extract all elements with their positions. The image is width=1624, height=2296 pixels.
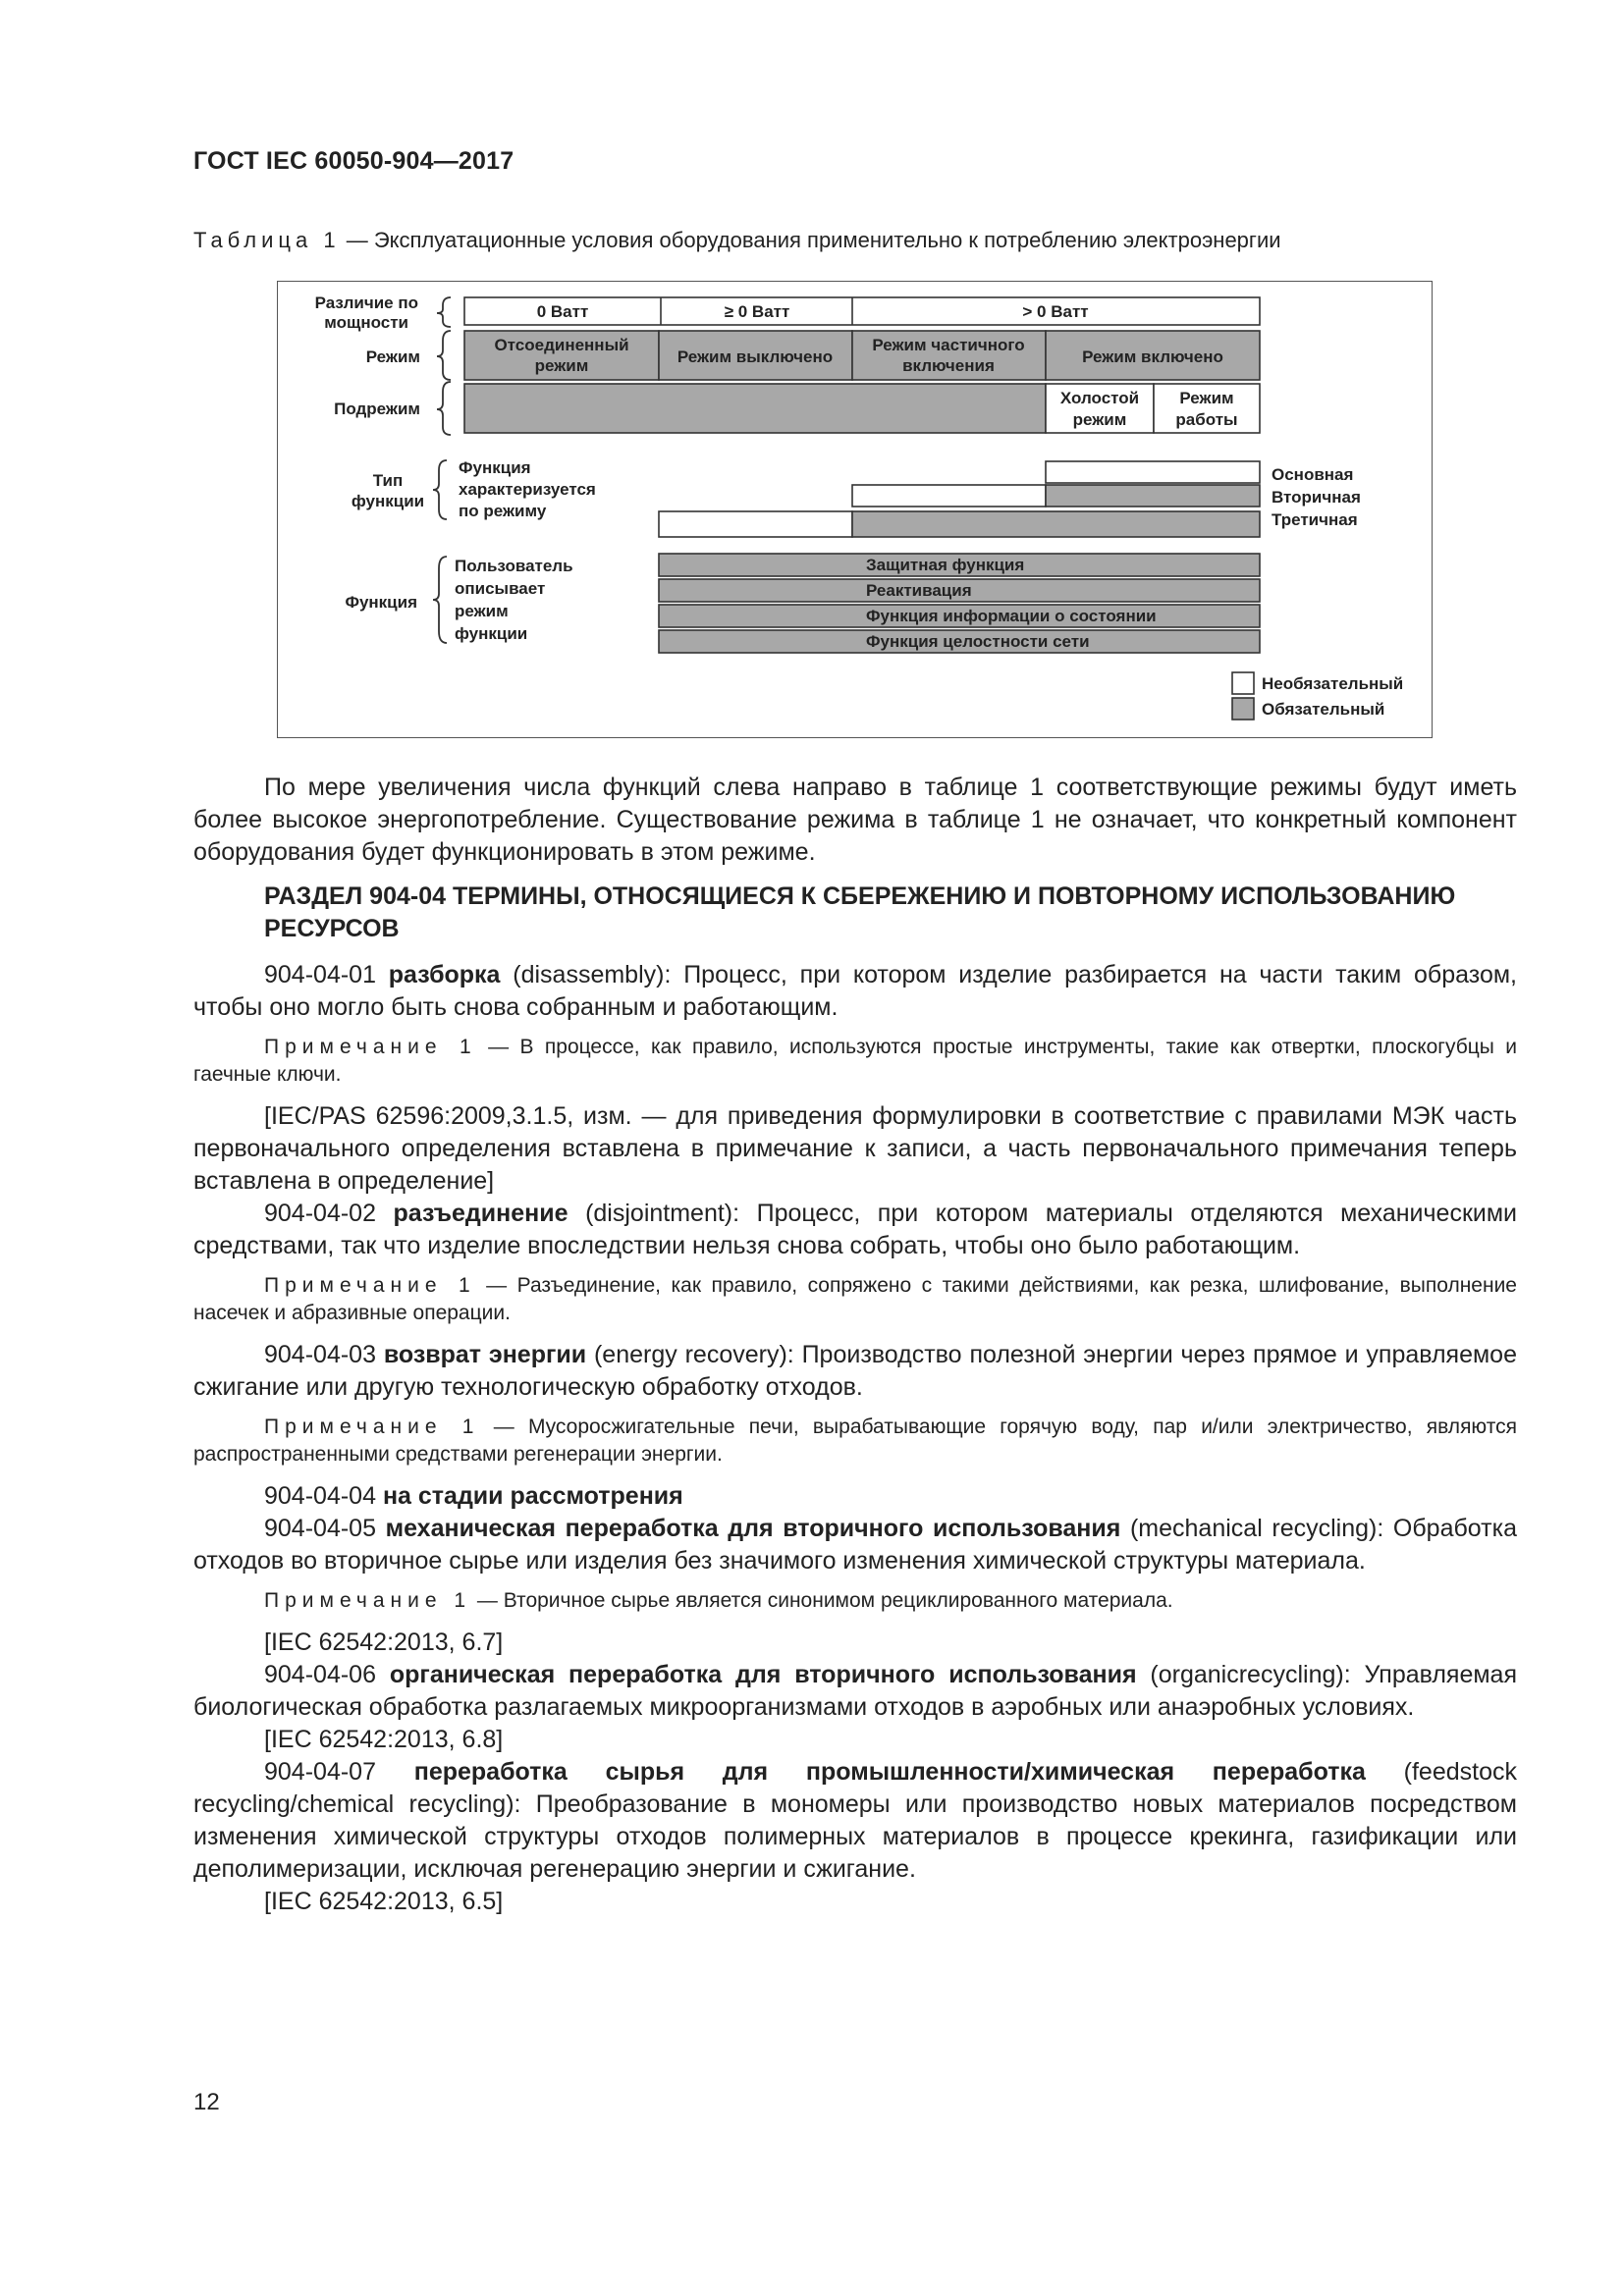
submode-idle-label-1: Холостой — [1059, 389, 1140, 407]
term-number: 904-04-05 — [264, 1515, 386, 1542]
note-label: Примечание 1 — [264, 1589, 472, 1612]
mode-brace — [437, 331, 451, 380]
power-zero-label: 0 Ватт — [536, 302, 589, 321]
func-desc-line-3: режим — [455, 602, 509, 620]
row-label-submode: Подрежим — [334, 400, 420, 418]
type-tertiary-cell-b — [852, 511, 1260, 537]
legend-optional-label: Необязательный — [1262, 674, 1404, 693]
term-name: органическая переработка для вторичного использования — [389, 1661, 1137, 1688]
term-904-04-05 — [193, 1513, 1517, 1577]
type-secondary-cell-a — [852, 485, 1046, 507]
note-label: Примечание 1 — [264, 1036, 477, 1058]
note-label: Примечание 1 — [264, 1274, 476, 1297]
term-definition: (feedstock recycling/chemical recycling): Преобразование в мономеры или производство новых материалов посредством изменения химической структуры отходов полимерных материалов в процессе крекинга, газификации или деполимеризации, исключая регенерацию энергии и сжигание. — [193, 1758, 1517, 1883]
type-tertiary-cell-a — [659, 511, 852, 537]
document-header: ГОСТ IEC 60050-904—2017 — [193, 147, 514, 175]
type-level-secondary: Вторичная — [1272, 488, 1361, 507]
row-label-function: Функция — [345, 593, 417, 612]
term-definition: (energy recovery): Производство полезной энергии через прямое и управляемое сжигание или другую технологическую обработку отходов. — [193, 1341, 1517, 1401]
note-904-04-05 — [193, 1587, 1517, 1615]
legend-mandatory-label: Обязательный — [1262, 700, 1385, 719]
type-primary-cell — [1046, 461, 1260, 483]
note-text: — В процессе, как правило, используются простые инструменты, такие как отвертки, плоскогубцы и гаечные ключи. — [193, 1036, 1517, 1086]
type-secondary-cell-b — [1046, 485, 1260, 507]
type-desc-line-3: по режиму — [459, 502, 547, 520]
note-text: — Мусоросжигательные печи, вырабатывающие горячую воду, пар и/или электричество, являются распространенными средствами регенерации энергии. — [193, 1415, 1517, 1466]
mode-on-label: Режим включено — [1082, 347, 1223, 366]
page-number: 12 — [193, 2089, 220, 2115]
note-text: — Разъединение, как правило, сопряжено с такими действиями, как резка, шлифование, выполнение насечек и абразивные операции. — [193, 1274, 1517, 1324]
legend-mandatory-swatch — [1232, 698, 1254, 720]
section-heading: РАЗДЕЛ 904-04 ТЕРМИНЫ, ОТНОСЯЩИЕСЯ К СБЕРЕЖЕНИЮ И ПОВТОРНОМУ ИСПОЛЬЗОВАНИЮ РЕСУРСОВ — [264, 882, 1456, 942]
submode-work-label-1: Режим — [1179, 389, 1234, 407]
submode-bar — [464, 384, 1046, 433]
modes-diagram — [278, 282, 1432, 737]
func-desc-line-4: функции — [455, 624, 528, 643]
mode-disconnected-label-1: Отсоединенный — [494, 336, 629, 354]
row-label-power-1: Различие по — [314, 294, 418, 312]
term-904-04-04 — [193, 1480, 1517, 1513]
term-name: разъединение — [393, 1200, 568, 1227]
term-904-04-07 — [193, 1756, 1517, 1886]
term-name: возврат энергии — [383, 1341, 587, 1368]
source-904-04-06: [IEC 62542:2013, 6.8] — [264, 1726, 504, 1753]
row-label-mode: Режим — [365, 347, 420, 366]
table-caption-label: Таблица 1 — [193, 228, 341, 252]
submode-brace — [437, 382, 451, 435]
term-definition: (disassembly): Процесс, при котором изделие разбирается на части таким образом, чтобы оно могло быть снова собранным и работающим. — [193, 961, 1517, 1021]
row-label-type-1: Тип — [372, 471, 404, 490]
table-caption-text: — Эксплуатационные условия оборудования применительно к потреблению электроэнергии — [340, 228, 1281, 252]
table-caption — [193, 228, 1281, 253]
function-protective-label: Защитная функция — [866, 556, 1025, 574]
type-level-tertiary: Третичная — [1272, 510, 1358, 529]
term-904-04-02 — [193, 1198, 1517, 1262]
term-number: 904-04-03 — [264, 1341, 384, 1368]
func-desc-line-1: Пользователь — [455, 557, 573, 575]
term-definition: (disjointment): Процесс, при котором материалы отделяются механическими средствами, так что изделие впоследствии нельзя снова собрать, чтобы оно было работающим. — [193, 1200, 1517, 1259]
type-level-primary: Основная — [1272, 465, 1354, 484]
note-904-04-02 — [193, 1272, 1517, 1327]
term-number: 904-04-07 — [264, 1758, 414, 1786]
term-number: 904-04-04 — [264, 1482, 383, 1510]
power-gt-zero-label: > 0 Ватт — [1022, 302, 1089, 321]
operating-modes-figure — [277, 281, 1433, 738]
mode-disconnected-label-2: режим — [534, 356, 589, 375]
func-desc-line-2: описывает — [455, 579, 546, 598]
document-body — [193, 772, 1517, 1918]
term-name: механическая переработка для вторичного использования — [385, 1515, 1121, 1542]
function-brace — [433, 557, 447, 643]
note-text: — Вторичное сырье является синонимом рециклированного материала. — [471, 1589, 1173, 1612]
term-definition: (mechanical recycling): Обработка отходов во вторичное сырье или изделия без значимого изменения химической структуры материала. — [193, 1515, 1517, 1575]
term-name: переработка сырья для промышленности/химическая переработка — [413, 1758, 1366, 1786]
function-grid-integrity-label: Функция целостности сети — [866, 632, 1090, 651]
row-label-type-2: функции — [351, 492, 425, 510]
type-desc-line-2: характеризуется — [459, 480, 596, 499]
term-number: 904-04-02 — [264, 1200, 394, 1227]
note-904-04-01 — [193, 1034, 1517, 1089]
source-904-04-05: [IEC 62542:2013, 6.7] — [264, 1629, 504, 1656]
function-status-info-label: Функция информации о состоянии — [866, 607, 1157, 625]
term-name: разборка — [388, 961, 501, 988]
mode-partial-label-1: Режим частичного — [872, 336, 1025, 354]
term-904-04-01 — [193, 959, 1517, 1024]
source-904-04-07: [IEC 62542:2013, 6.5] — [264, 1888, 504, 1915]
row-label-power-2: мощности — [324, 313, 408, 332]
power-ge-zero-label: ≥ 0 Ватт — [724, 302, 790, 321]
power-brace — [437, 297, 451, 327]
function-reactivation-label: Реактивация — [866, 581, 972, 600]
mode-off-label: Режим выключено — [677, 347, 834, 366]
submode-idle-label-2: режим — [1072, 410, 1127, 429]
term-number: 904-04-01 — [264, 961, 389, 988]
term-number: 904-04-06 — [264, 1661, 390, 1688]
term-904-04-03 — [193, 1339, 1517, 1404]
type-desc-line-1: Функция — [459, 458, 531, 477]
term-definition: (organicrecycling): Управляемая биологическая обработка разлагаемых микроорганизмами отходов в аэробных или анаэробных условиях. — [193, 1661, 1517, 1721]
term-name: на стадии рассмотрения — [382, 1482, 683, 1510]
source-904-04-01: [IEC/PAS 62596:2009,3.1.5, изм. — для приведения формулировки в соответствие с правилами МЭК часть первоначального определения вставлена в примечание к записи, а часть первоначального примечания теперь вставлена в определение] — [193, 1102, 1517, 1195]
type-brace — [433, 460, 447, 519]
paragraph-table-explanation: По мере увеличения числа функций слева направо в таблице 1 соответствующие режимы будут иметь более высокое энергопотребление. Существование режима в таблице 1 не означает, что конкретный компонент оборудования будет функционировать в этом режиме. — [193, 774, 1517, 866]
term-904-04-06 — [193, 1659, 1517, 1724]
note-label: Примечание 1 — [264, 1415, 480, 1438]
submode-work-label-2: работы — [1175, 410, 1238, 429]
legend-optional-swatch — [1232, 672, 1254, 694]
mode-partial-label-2: включения — [902, 356, 995, 375]
note-904-04-03 — [193, 1414, 1517, 1468]
